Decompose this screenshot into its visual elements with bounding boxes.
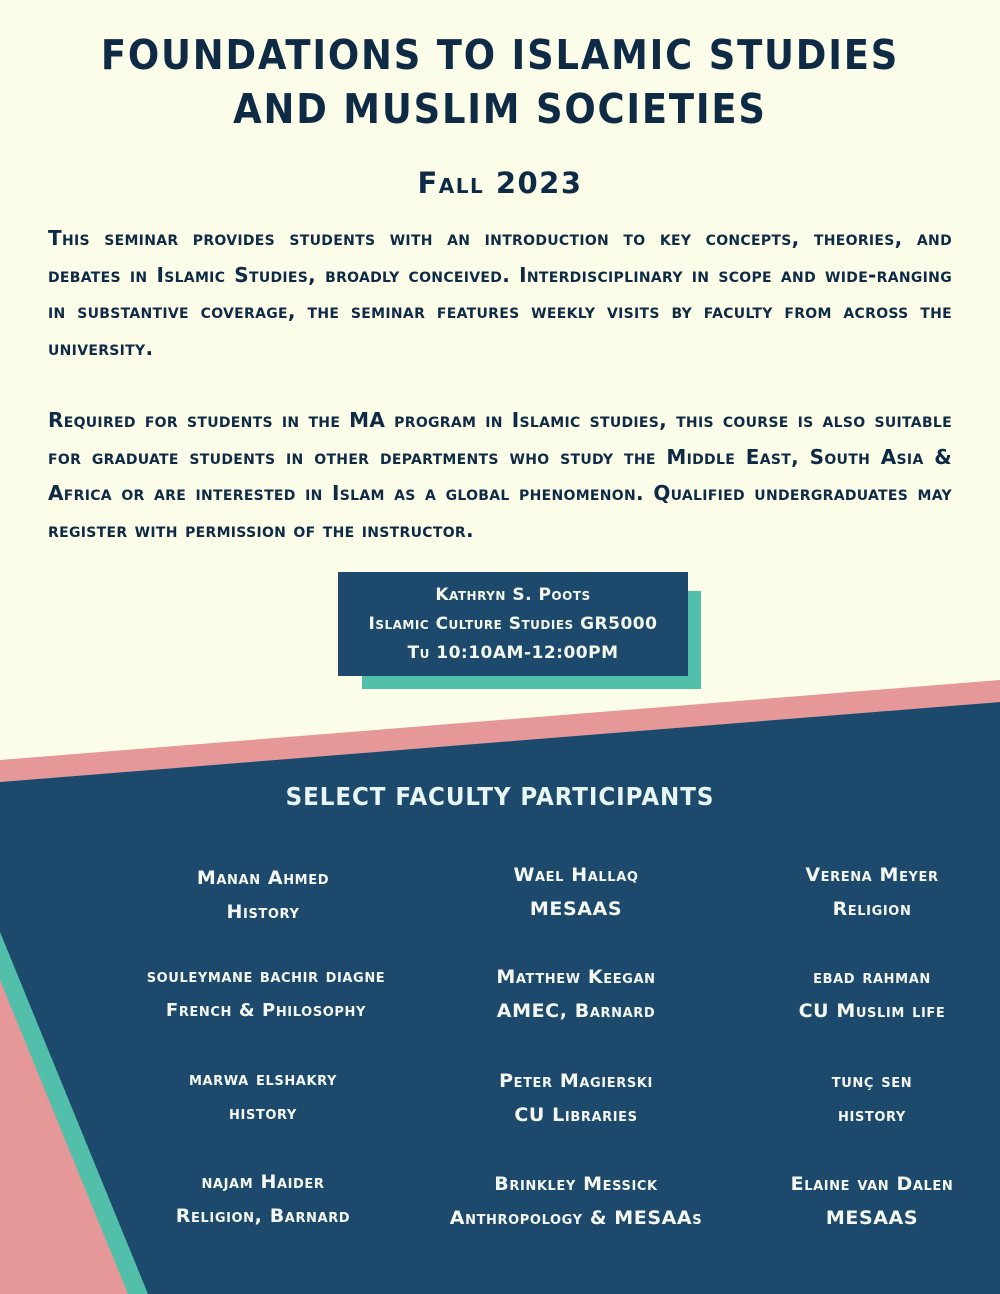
- faculty-member: [416, 960, 736, 1028]
- faculty-member: [106, 960, 426, 1028]
- faculty-heading: SELECT FACULTY PARTICIPANTS: [285, 782, 715, 811]
- description-paragraph-1: This seminar provides students with an introduction to key concepts, theories, and debates in Islamic Studies, broadly conceived. Interdisciplinary in scope and wide-ranging in substantive coverage, the seminar features weekly visits by faculty from across the university.: [48, 226, 952, 360]
- faculty-member: [712, 960, 1000, 1028]
- faculty-dept: history: [229, 1102, 297, 1124]
- course-code: Islamic Culture Studies GR5000: [368, 613, 658, 634]
- faculty-dept: History: [226, 901, 300, 923]
- faculty-name: souleymane bachir diagne: [146, 966, 386, 987]
- faculty-dept: MESAAS: [825, 1207, 919, 1229]
- faculty-name: marwa elshakry: [188, 1068, 338, 1090]
- description-paragraph-2: Required for students in the MA program in Islamic studies, this course is also suitable for graduate students in other departments who study the Middle East, South Asia & Africa or are interested in Islam as a global phenomenon. Qualified undergraduates may register with permission of the instructor.: [48, 408, 952, 542]
- faculty-member: [103, 1062, 423, 1130]
- faculty-name: ebad rahman: [813, 966, 931, 988]
- term-label: Fall 2023: [417, 166, 583, 200]
- faculty-dept: CU Libraries: [514, 1104, 638, 1126]
- faculty-member: [103, 1165, 423, 1233]
- faculty-member: [416, 858, 736, 926]
- faculty-dept: history: [838, 1104, 906, 1126]
- faculty-member: [416, 1064, 736, 1132]
- faculty-name: Matthew Keegan: [496, 966, 656, 988]
- faculty-dept: French & Philosophy: [165, 1000, 367, 1021]
- faculty-dept: Anthropology & MESAAs: [449, 1207, 703, 1229]
- faculty-name: Peter Magierski: [499, 1070, 653, 1092]
- faculty-dept: CU Muslim life: [798, 1000, 946, 1022]
- faculty-name: tunç sen: [831, 1070, 913, 1092]
- title-line-1: FOUNDATIONS TO ISLAMIC STUDIES: [100, 31, 900, 79]
- faculty-dept: AMEC, Barnard: [496, 1000, 656, 1022]
- faculty-member: [712, 858, 1000, 926]
- faculty-name: Wael Hallaq: [513, 864, 639, 886]
- title-line-2: AND MUSLIM SOCIETIES: [233, 85, 767, 133]
- faculty-member: [712, 1167, 1000, 1235]
- faculty-name: najam Haider: [201, 1171, 325, 1193]
- faculty-name: Brinkley Messick: [494, 1173, 658, 1195]
- course-schedule: Tu 10:10AM-12:00PM: [407, 642, 619, 663]
- faculty-dept: MESAAS: [529, 898, 623, 920]
- faculty-dept: Religion: [832, 898, 912, 920]
- faculty-member: [712, 1064, 1000, 1132]
- faculty-dept: Religion, Barnard: [175, 1205, 351, 1227]
- instructor-name: Kathryn S. Poots: [435, 584, 591, 605]
- faculty-member: [416, 1167, 736, 1235]
- faculty-name: Manan Ahmed: [196, 867, 330, 889]
- faculty-name: Verena Meyer: [805, 864, 939, 886]
- faculty-member: [103, 861, 423, 929]
- faculty-name: Elaine van Dalen: [790, 1173, 954, 1195]
